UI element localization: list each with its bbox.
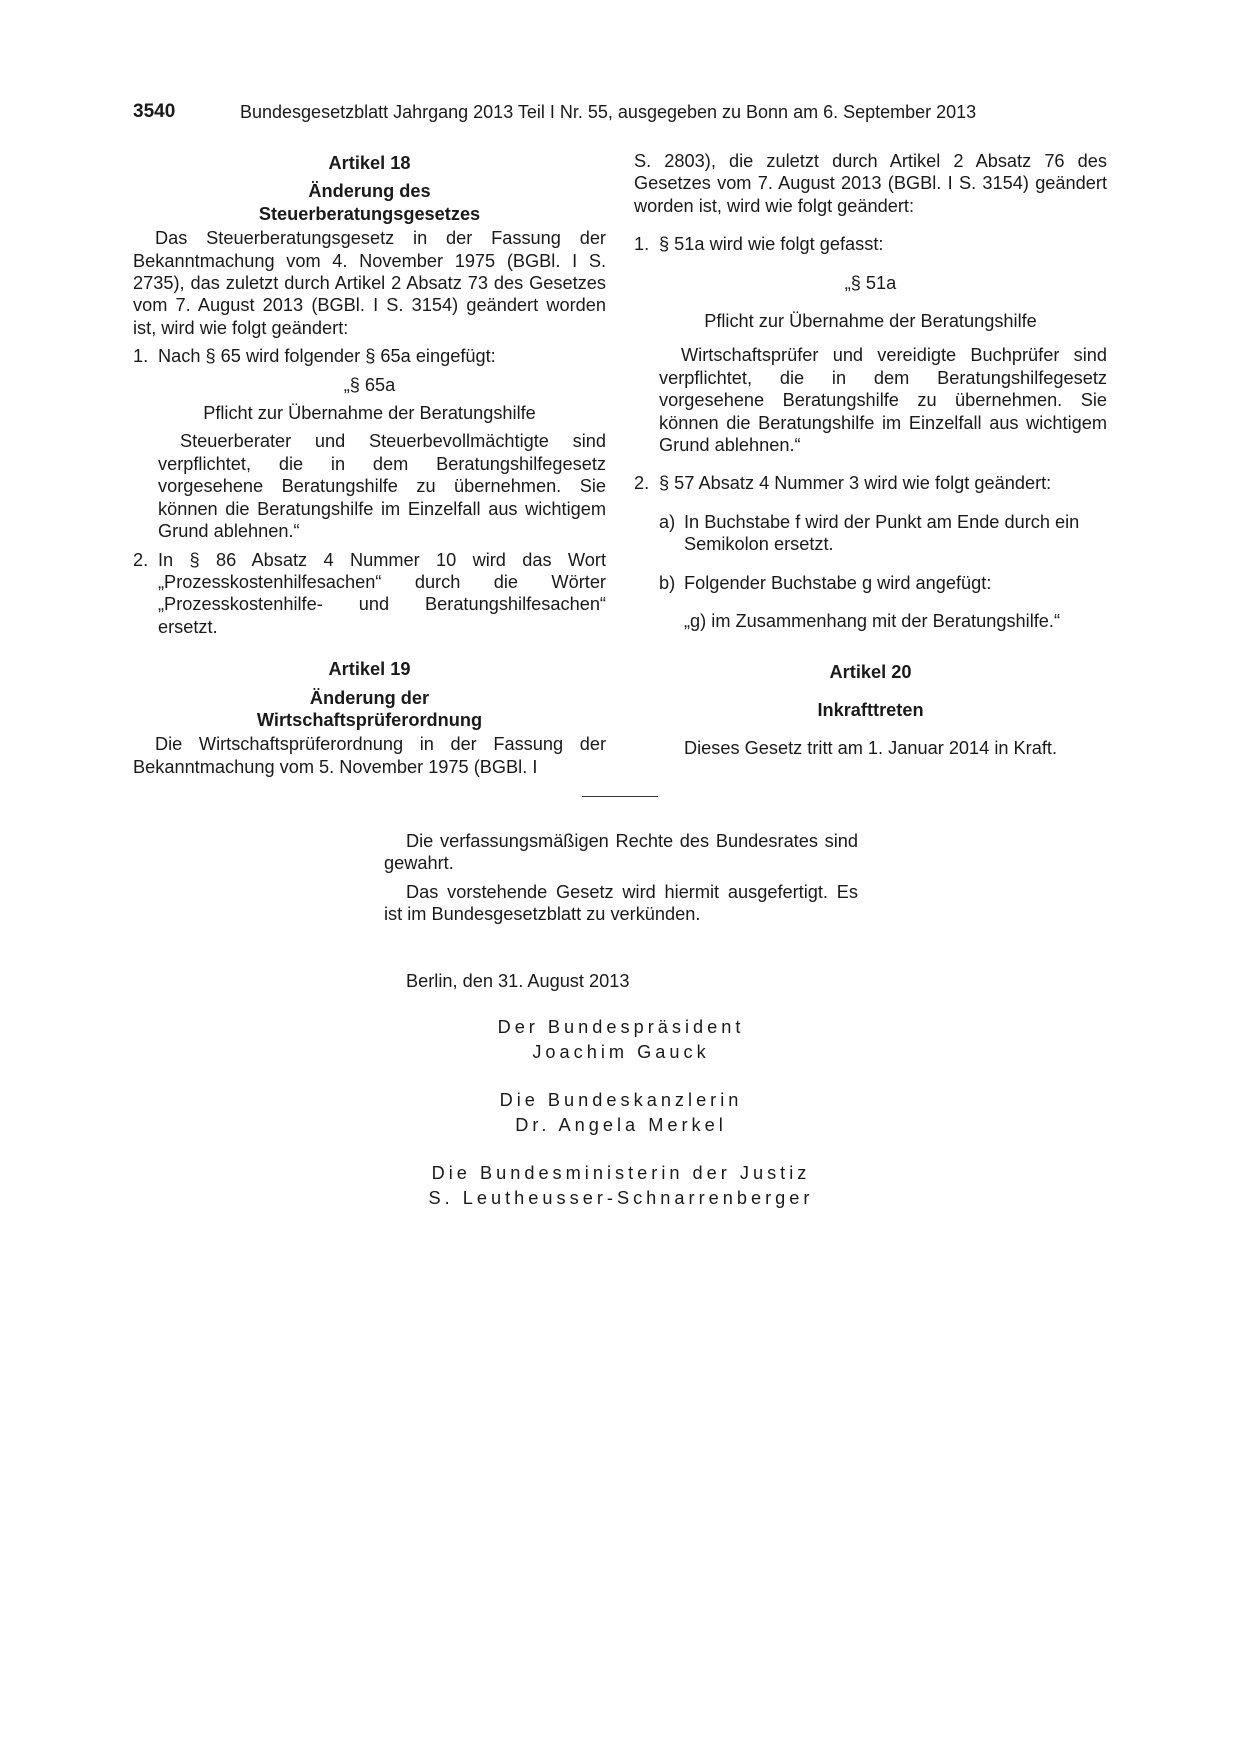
sub-item-letter: a) [659, 511, 676, 532]
article-18-item-1 [133, 345, 606, 367]
section-divider [582, 796, 658, 797]
article-19-intro-part1: Die Wirtschaftsprüferordnung in der Fassung der Bekanntmachung vom 5. November 1975 (BGBl. I [133, 734, 606, 777]
article-18-intro: Das Steuerberatungsgesetz in der Fassung der Bekanntmachung vom 4. November 1975 (BGBl. I S. 2735), das zuletzt durch Artikel 2 Absatz 73 des Gesetzes vom 7. August 2013 (BGBl. I S. 3154) geändert worden ist, wird wie folgt geändert: [133, 228, 606, 338]
bundesrat-rights-text: Die verfassungsmäßigen Rechte des Bundesrates sind gewahrt. [384, 831, 858, 874]
section-65a-ref: „§ 65a [343, 374, 396, 395]
article-19-subtitle-line2: Wirtschaftsprüferordnung [256, 709, 483, 730]
sub-item-letter: b) [659, 572, 676, 593]
closing-formula [384, 830, 858, 992]
section-51a-text: Wirtschaftsprüfer und vereidigte Buchprüfer sind verpflichtet, die in dem Beratungshilfegesetz vorgesehene Beratungshilfe zu übernehmen. Sie können die Beratungshilfe im Einzelfall aus wichtigem Grund ablehnen.“ [659, 345, 1107, 456]
signature-block-justice-minister [384, 1161, 858, 1211]
article-19-subtitle-line1: Änderung der [309, 687, 430, 708]
section-51a-title: Pflicht zur Übernahme der Beratungshilfe [704, 311, 1037, 332]
item-text: Nach § 65 wird folgender § 65a eingefügt: [158, 346, 496, 367]
article-18-subtitle-line2: Steuerberatungsgesetzes [258, 203, 481, 224]
item-text: § 51a wird wie folgt gefasst: [659, 234, 884, 255]
item-text: § 57 Absatz 4 Nummer 3 wird wie folgt geändert: [659, 473, 1052, 494]
section-65a-title: Pflicht zur Übernahme der Beratungshilfe [203, 403, 536, 424]
article-19-item-2 [634, 472, 1107, 494]
right-column [634, 150, 1107, 760]
item-2-sub-a [659, 511, 1107, 556]
signature-name: Joachim Gauck [532, 1042, 710, 1062]
signature-name: S. Leutheusser-Schnarrenberger [428, 1188, 814, 1208]
item-number: 2. [634, 473, 650, 494]
article-20-heading: Artikel 20 [829, 661, 912, 682]
section-65a-text: Steuerberater und Steuerbevollmächtigte sind verpflichtet, die in dem Beratungshilfegesetz vorgesehene Beratungshilfe zu übernehmen. Sie können die Beratungshilfe im Einzelfall aus wichtigem Grund ablehnen.“ [158, 431, 606, 542]
section-51a-ref: „§ 51a [844, 272, 897, 293]
item-number: 1. [634, 234, 650, 255]
article-18-subtitle-line1: Änderung des [308, 181, 431, 202]
signature-block-president [384, 1015, 858, 1065]
article-19-intro-part2: S. 2803), die zuletzt durch Artikel 2 Absatz 76 des Gesetzes vom 7. August 2013 (BGBl. I S. 3154) geändert worden ist, wird wie folgt geändert: [634, 151, 1107, 216]
left-column [133, 152, 606, 778]
item-number: 2. [133, 549, 149, 570]
execution-text: Das vorstehende Gesetz wird hiermit ausgefertigt. Es ist im Bundesgesetzblatt zu verkünden. [384, 881, 858, 925]
article-20-subtitle: Inkrafttreten [817, 699, 924, 720]
gazette-header-title: Bundesgesetzblatt Jahrgang 2013 Teil I Nr. 55, ausgegeben zu Bonn am 6. September 2013 [240, 102, 977, 122]
article-19-item-1 [634, 233, 1107, 255]
signature-block-chancellor [384, 1088, 858, 1138]
sub-item-text: Folgender Buchstabe g wird angefügt: [684, 572, 992, 593]
sub-item-text: In Buchstabe f wird der Punkt am Ende durch ein Semikolon ersetzt. [684, 511, 1080, 555]
item-text: In § 86 Absatz 4 Nummer 10 wird das Wort „Prozesskostenhilfesachen“ durch die Wörter „Prozesskostenhilfe- und Beratungshilfesachen“ ersetzt. [158, 549, 606, 637]
signature-role: Die Bundesministerin der Justiz [431, 1163, 811, 1183]
page-number: 3540 [133, 101, 176, 122]
article-18-item-2 [133, 549, 606, 639]
article-18-heading: Artikel 18 [328, 153, 411, 173]
article-20-text: Dieses Gesetz tritt am 1. Januar 2014 in Kraft. [683, 738, 1057, 759]
item-2-sub-b [659, 572, 1107, 594]
signature-role: Der Bundespräsident [497, 1017, 745, 1037]
article-19-heading: Artikel 19 [328, 659, 411, 680]
place-and-date: Berlin, den 31. August 2013 [406, 970, 630, 991]
signature-role: Die Bundeskanzlerin [499, 1090, 743, 1110]
sub-b-quote: „g) im Zusammenhang mit der Beratungshilfe.“ [684, 611, 1061, 632]
signature-name: Dr. Angela Merkel [515, 1115, 727, 1135]
item-number: 1. [133, 346, 149, 367]
